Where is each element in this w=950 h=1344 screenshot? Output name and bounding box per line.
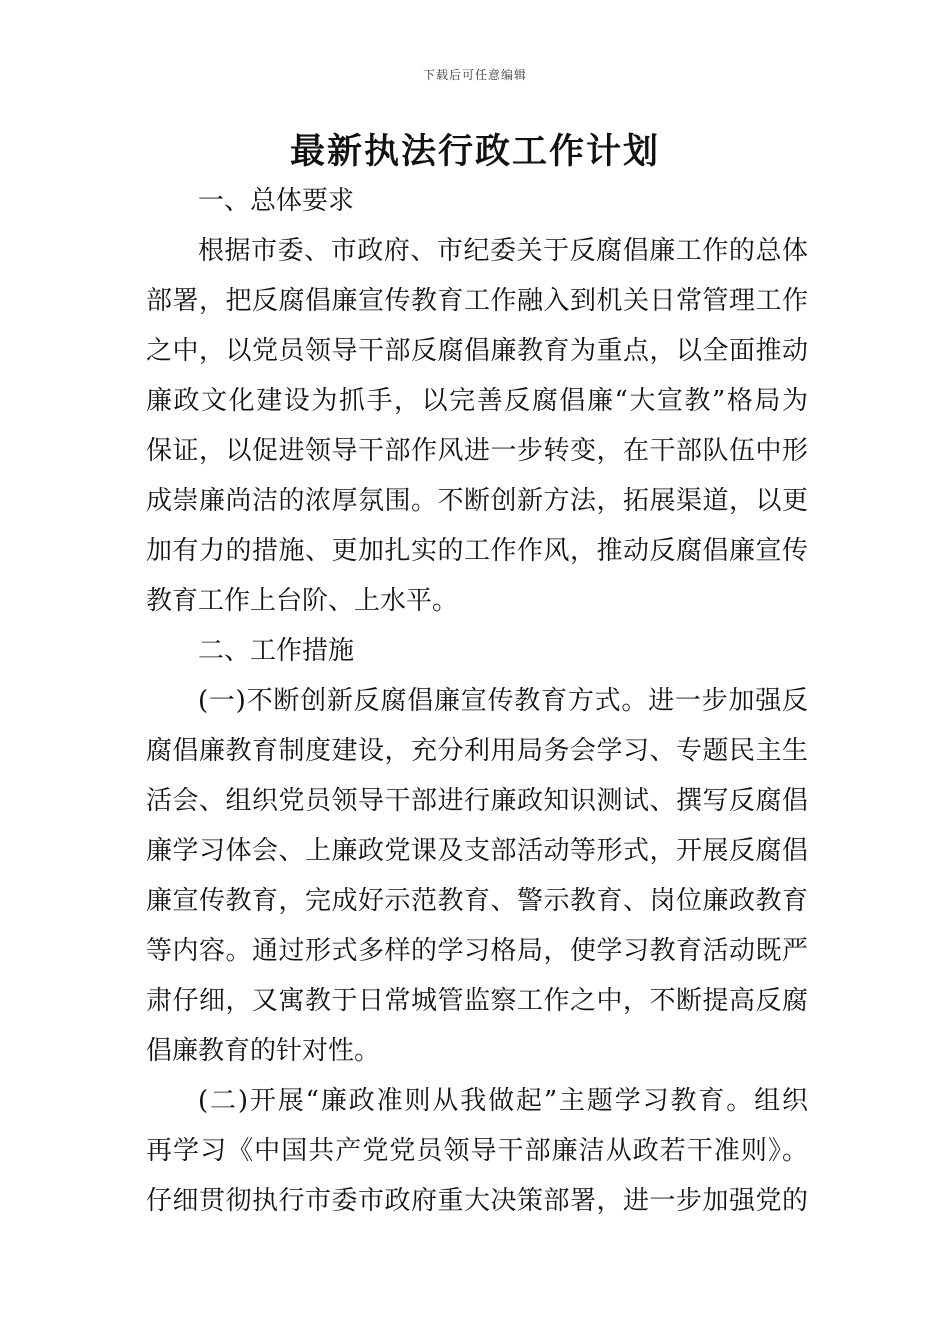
document-body — [146, 176, 808, 1226]
section-heading-general: 一、总体要求 — [198, 186, 355, 216]
paragraph-line: 加有力的措施、更加扎实的工作作风，推动反腐倡廉宣传 — [146, 536, 808, 566]
paragraph-line: (二)开展“廉政准则从我做起”主题学习教育。组织 — [198, 1086, 808, 1116]
paragraph-line: 肃仔细，又寓教于日常城管监察工作之中，不断提高反腐 — [146, 986, 808, 1016]
paragraph-line: 活会、组织党员领导干部进行廉政知识测试、撰写反腐倡 — [146, 786, 808, 816]
paragraph-line: 保证，以促进领导干部作风进一步转变，在干部队伍中形 — [146, 436, 808, 466]
paragraph-line: 成崇廉尚洁的浓厚氛围。不断创新方法，拓展渠道，以更 — [146, 486, 808, 516]
section-heading-measures: 二、工作措施 — [198, 636, 355, 666]
paragraph-line: 倡廉教育的针对性。 — [146, 1036, 381, 1066]
paragraph-line: 教育工作上台阶、上水平。 — [146, 586, 459, 616]
paragraph-line: 仔细贯彻执行市委市政府重大决策部署，进一步加强党的 — [146, 1186, 808, 1216]
document-title: 最新执法行政工作计划 — [289, 132, 660, 172]
paragraph-line: (一)不断创新反腐倡廉宣传教育方式。进一步加强反 — [198, 686, 808, 716]
paragraph-line: 根据市委、市政府、市纪委关于反腐倡廉工作的总体 — [198, 236, 808, 266]
paragraph-line: 等内容。通过形式多样的学习格局，使学习教育活动既严 — [146, 936, 808, 966]
header-note: 下载后可任意编辑 — [422, 68, 527, 82]
paragraph-line: 部署，把反腐倡廉宣传教育工作融入到机关日常管理工作 — [146, 286, 808, 316]
paragraph-line: 之中，以党员领导干部反腐倡廉教育为重点，以全面推动 — [146, 336, 808, 366]
paragraph-line: 再学习《中国共产党党员领导干部廉洁从政若干准则》。 — [146, 1136, 808, 1166]
paragraph-line: 廉宣传教育，完成好示范教育、警示教育、岗位廉政教育 — [146, 886, 808, 916]
paragraph-line: 廉政文化建设为抓手，以完善反腐倡廉“大宣教”格局为 — [146, 386, 808, 416]
paragraph-line: 廉学习体会、上廉政党课及支部活动等形式，开展反腐倡 — [146, 836, 808, 866]
paragraph-line: 腐倡廉教育制度建设，充分利用局务会学习、专题民主生 — [146, 736, 808, 766]
